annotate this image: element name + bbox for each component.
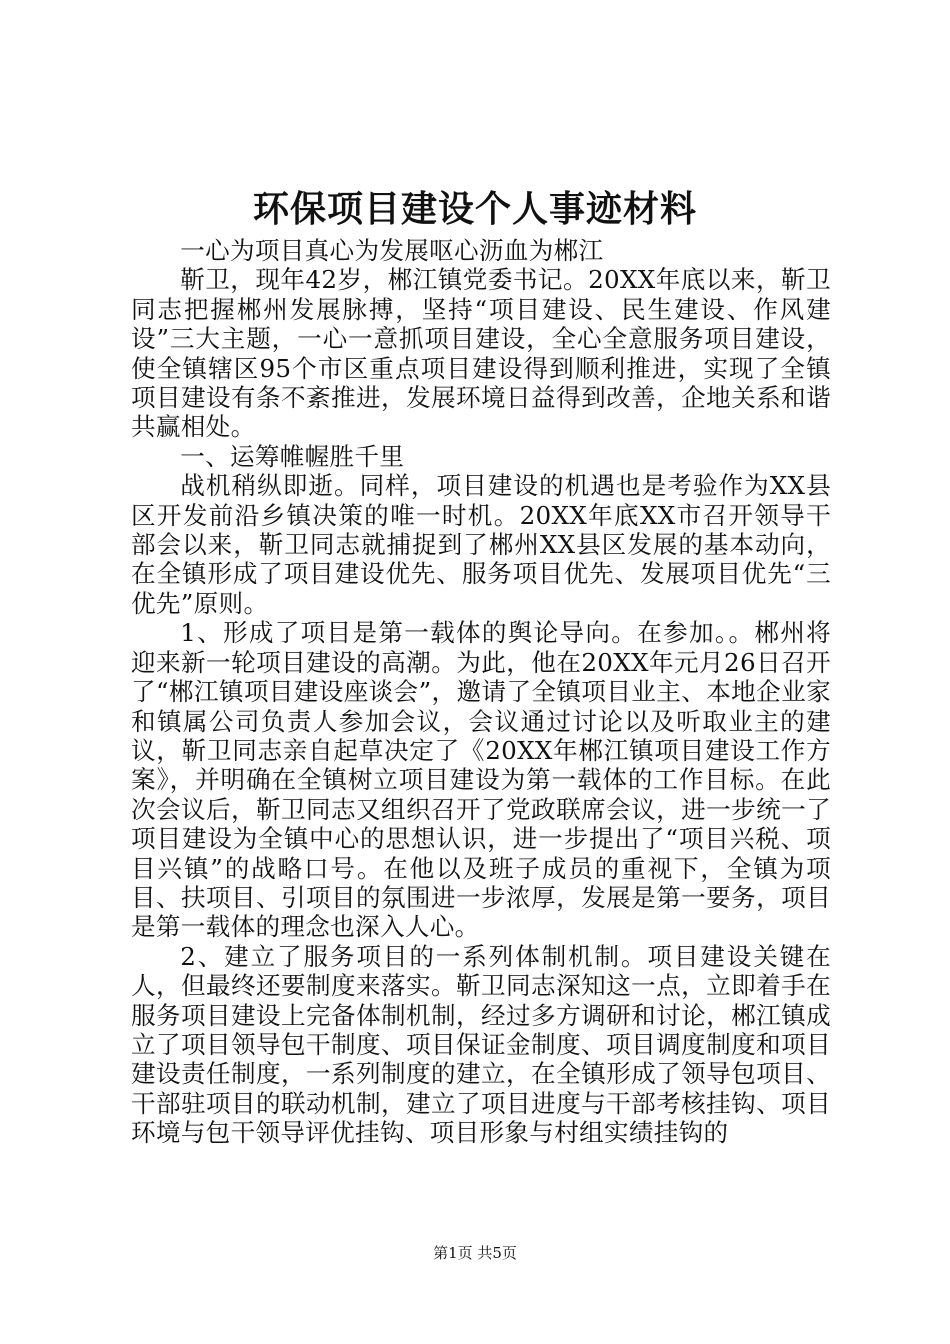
body-paragraph: 战机稍纵即逝。同样，项目建设的机遇也是考验作为XX县区开发前沿乡镇决策的唯一时机。20XX年底XX市召开领导干部会以来，靳卫同志就捕捉到了郴州XX县区发展的基本动向，在全镇形成了项目建设优先、服务项目优先、发展项目优先“三优先”原则。	[131, 471, 831, 618]
body-paragraph: 2、建立了服务项目的一系列体制机制。项目建设关键在人，但最终还要制度来落实。靳卫同志深知这一点，立即着手在服务项目建设上完备体制机制，经过多方调研和讨论，郴江镇成立了项目领导包干制度、项目保证金制度、项目调度制度和项目建设责任制度，一系列制度的建立，在全镇形成了领导包项目、干部驻项目的联动机制，建立了项目进度与干部考核挂钩、项目环境与包干领导评优挂钩、项目形象与村组实绩挂钩的	[131, 941, 831, 1148]
subtitle-paragraph: 一心为项目真心为发展呕心沥血为郴江	[180, 236, 604, 265]
page-number-footer: 第1页 共5页	[433, 1244, 517, 1262]
section-heading: 一、运筹帷幄胜千里	[180, 441, 405, 471]
intro-paragraph: 靳卫，现年42岁，郴江镇党委书记。20XX年底以来，靳卫同志把握郴州发展脉搏，坚持“项目建设、民生建设、作风建设”三大主题，一心一意抓项目建设，全心全意服务项目建设，使全镇辖区95个市区重点项目建设得到顺利推进，实现了全镇项目建设有条不紊推进，发展环境日益得到改善，企地关系和谐共赢相处。	[131, 265, 831, 442]
document-body	[131, 236, 831, 1148]
body-paragraph: 1、形成了项目是第一载体的舆论导向。在参加。。郴州将迎来新一轮项目建设的高潮。为此，他在20XX年元月26日召开了“郴江镇项目建设座谈会”，邀请了全镇项目业主、本地企业家和镇属公司负责人参加会议，会议通过讨论以及听取业主的建议，靳卫同志亲自起草决定了《20XX年郴江镇项目建设工作方案》，并明确在全镇树立项目建设为第一载体的工作目标。在此次会议后，靳卫同志又组织召开了党政联席会议，进一步统一了项目建设为全镇中心的思想认识，进一步提出了“项目兴税、项目兴镇”的战略口号。在他以及班子成员的重视下，全镇为项目、扶项目、引项目的氛围进一步浓厚，发展是第一要务，项目是第一载体的理念也深入人心。	[131, 618, 831, 942]
document-title: 环保项目建设个人事迹材料	[252, 188, 697, 230]
